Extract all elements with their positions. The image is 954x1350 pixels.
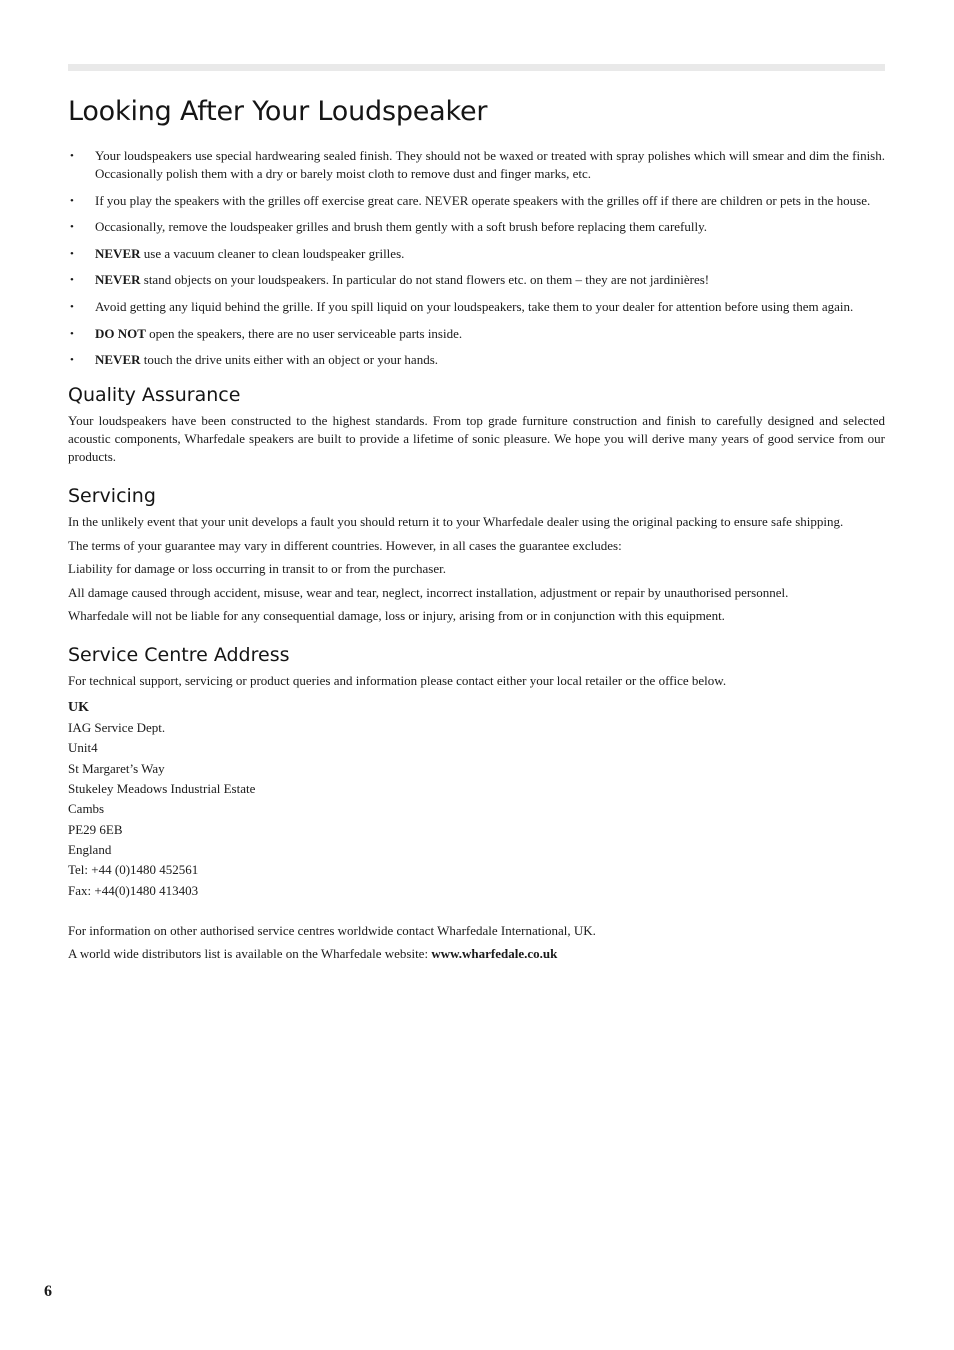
address-line: Unit4 [68,740,98,756]
page-content [68,96,885,969]
care-item: • NEVER touch the drive units either with an object or your hands. [68,351,885,369]
address-line: St Margaret’s Way [68,760,165,776]
section-heading: Quality Assurance [68,384,241,407]
service-centre-section [68,644,885,901]
closing-section [68,922,885,964]
care-item: • NEVER stand objects on your loudspeakers. In particular do not stand flowers etc. on them – they are not jardinières! [68,271,885,289]
paragraph: Liability for damage or loss occurring in transit to or from the purchaser. [68,561,446,577]
website-link[interactable]: www.wharfedale.co.uk [431,946,558,962]
care-item: • DO NOT open the speakers, there are no user serviceable parts inside. [68,325,885,343]
address-phone: Tel: +44 (0)1480 452561 [68,862,199,878]
quality-assurance-section [68,384,885,466]
paragraph: Wharfedale will not be liable for any consequential damage, loss or injury, arising from or in conjunction with this equipment. [68,608,725,624]
top-rule [68,64,885,71]
care-list [68,147,885,369]
care-item: • Occasionally, remove the loudspeaker grilles and brush them gently with a soft brush before replacing them carefully. [68,218,885,236]
address-fax: Fax: +44(0)1480 413403 [68,882,199,898]
servicing-section [68,485,885,625]
care-item: • NEVER use a vacuum cleaner to clean loudspeaker grilles. [68,245,885,263]
address-country: UK [68,700,89,716]
paragraph: A world wide distributors list is available on the Wharfedale website: www.wharfedale.co.uk [68,946,558,962]
paragraph: Your loudspeakers have been constructed to the highest standards. From top grade furniture construction and finish to carefully designed and selected acoustic components, Wharfedale speakers are built to provide a lifetime of sonic pleasure. We hope you will derive many years of good service from our products. [68,413,885,465]
paragraph: For information on other authorised service centres worldwide contact Wharfedale International, UK. [68,922,596,938]
address-line: PE29 6EB [68,821,123,837]
section-heading: Servicing [68,485,156,508]
address-line: IAG Service Dept. [68,720,166,736]
care-item: • If you play the speakers with the grilles off exercise great care. NEVER operate speakers with the grilles off if there are children or pets in the house. [68,192,885,210]
paragraph: In the unlikely event that your unit develops a fault you should return it to your Wharfedale dealer using the original packing to ensure safe shipping. [68,514,844,530]
paragraph: All damage caused through accident, misuse, wear and tear, neglect, incorrect installation, adjustment or repair by unauthorised personnel. [68,584,789,600]
care-item: • Avoid getting any liquid behind the grille. If you spill liquid on your loudspeakers, take them to your dealer for attention before using them again. [68,298,885,316]
page-title: Looking After Your Loudspeaker [68,96,488,127]
paragraph: For technical support, servicing or product queries and information please contact either your local retailer or the office below. [68,673,727,689]
care-item: • Your loudspeakers use special hardwearing sealed finish. They should not be waxed or treated with spray polishes which will smear and dim the finish. Occasionally polish them with a dry or barely moist cloth to remove dust and finger marks, etc. [68,147,885,183]
page-number: 6 [44,1283,52,1300]
section-heading: Service Centre Address [68,644,290,667]
address-line: England [68,841,112,857]
address-block [68,698,885,901]
paragraph: The terms of your guarantee may vary in different countries. However, in all cases the guarantee excludes: [68,537,622,553]
address-line: Cambs [68,801,105,817]
address-line: Stukeley Meadows Industrial Estate [68,781,256,797]
